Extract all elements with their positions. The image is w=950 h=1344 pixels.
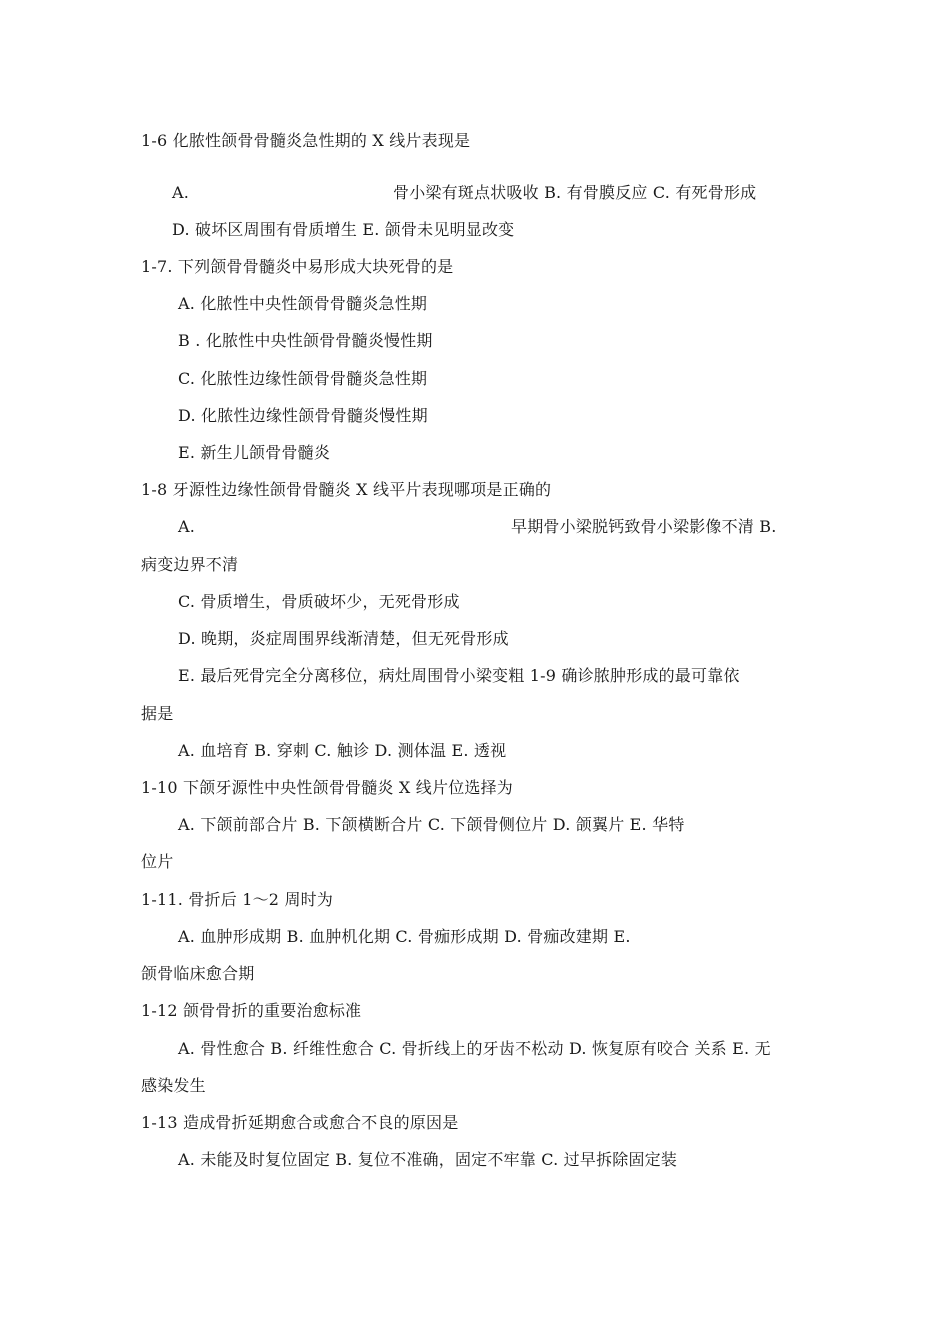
options-line: A. 血肿形成期 B. 血肿机化期 C. 骨痂形成期 D. 骨痂改建期 E. [178, 927, 631, 946]
options-line: 早期骨小梁脱钙致骨小梁影像不清 B. [511, 517, 777, 536]
question-1-9-continued: 据是 [141, 704, 174, 723]
option-line: C. 化脓性边缘性颌骨骨髓炎急性期 [178, 369, 428, 388]
options-line: 位片 [141, 852, 174, 871]
question-1-11: 1-11. 骨折后 1〜2 周时为 [141, 890, 334, 909]
option-line: C. 骨质增生，骨质破坏少，无死骨形成 [178, 592, 460, 611]
options-line: A. 未能及时复位固定 B. 复位不准确，固定不牢靠 C. 过早拆除固定装 [178, 1150, 678, 1169]
options-line: A. 血培育 B. 穿刺 C. 触诊 D. 测体温 E. 透视 [178, 741, 507, 760]
option-line: E. 最后死骨完全分离移位，病灶周围骨小梁变粗 1-9 确诊脓肿形成的最可靠依 [178, 666, 740, 685]
option-line: D. 晚期，炎症周围界线渐清楚，但无死骨形成 [178, 629, 509, 648]
question-1-7: 1-7. 下列颌骨骨髓炎中易形成大块死骨的是 [141, 257, 454, 276]
question-1-6: 1-6 化脓性颌骨骨髓炎急性期的 X 线片表现是 [141, 131, 471, 150]
option-label-a: A. [178, 517, 196, 536]
options-line: A. 骨性愈合 B. 纤维性愈合 C. 骨折线上的牙齿不松动 D. 恢复原有咬合 关系 E. 无 [178, 1039, 771, 1058]
options-line: D. 破坏区周围有骨质增生 E. 颌骨未见明显改变 [172, 220, 515, 239]
question-1-8: 1-8 牙源性边缘性颌骨骨髓炎 X 线平片表现哪项是正确的 [141, 480, 552, 499]
question-1-10: 1-10 下颌牙源性中央性颌骨骨髓炎 X 线片位选择为 [141, 778, 513, 797]
option-line: B . 化脓性中央性颌骨骨髓炎慢性期 [178, 331, 433, 350]
option-line: E. 新生儿颌骨骨髓炎 [178, 443, 331, 462]
options-line: 颌骨临床愈合期 [141, 964, 255, 983]
options-line: 感染发生 [141, 1076, 206, 1095]
question-1-12: 1-12 颌骨骨折的重要治愈标准 [141, 1001, 362, 1020]
option-line: D. 化脓性边缘性颌骨骨髓炎慢性期 [178, 406, 428, 425]
options-line: A. 下颌前部合片 B. 下颌横断合片 C. 下颌骨侧位片 D. 颌翼片 E. 华特 [178, 815, 685, 834]
options-line: 骨小梁有斑点状吸收 B. 有骨膜反应 C. 有死骨形成 [393, 183, 757, 202]
option-line: A. 化脓性中央性颌骨骨髓炎急性期 [178, 294, 428, 313]
option-label-a: A. [172, 183, 190, 202]
options-line: 病变边界不清 [141, 555, 239, 574]
question-1-13: 1-13 造成骨折延期愈合或愈合不良的原因是 [141, 1113, 459, 1132]
